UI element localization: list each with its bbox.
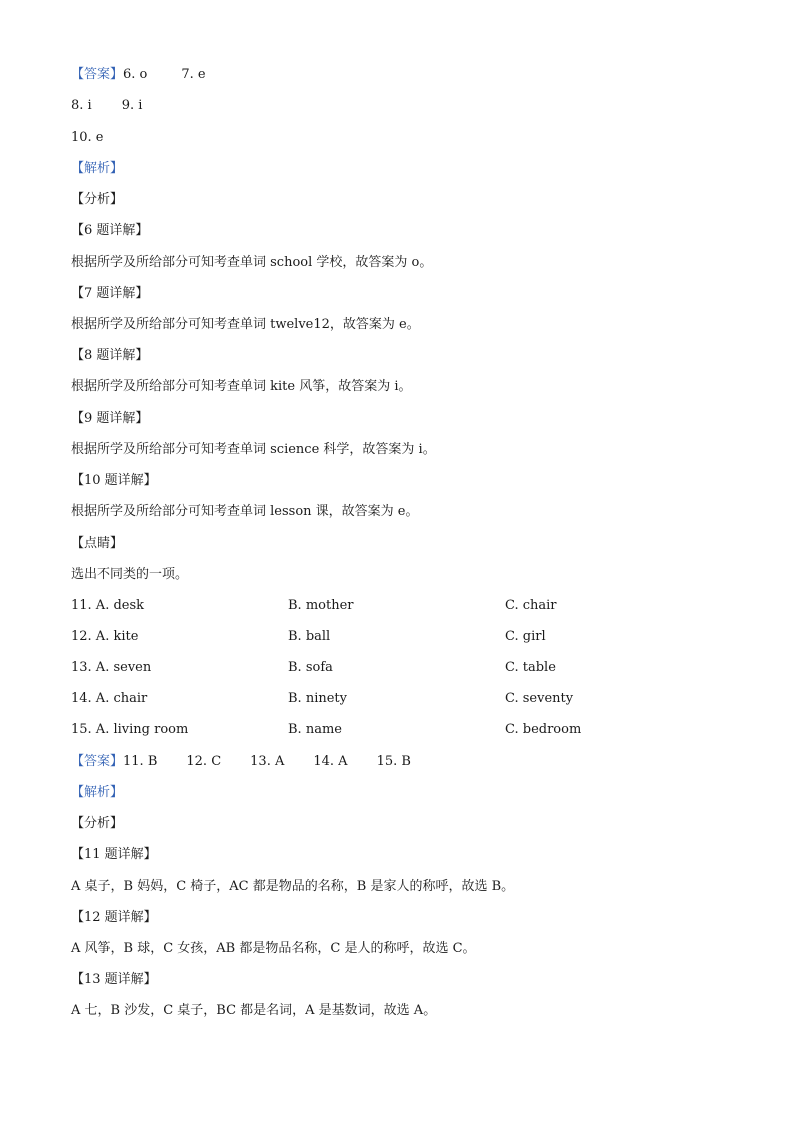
answer-row-3: [71, 128, 104, 148]
answer-row-block2: [71, 752, 411, 772]
answer-8: 8. i: [71, 98, 92, 113]
answer-7: 7. e: [181, 67, 206, 82]
answer-9: 9. i: [121, 98, 143, 113]
answer-12: 12. C: [186, 754, 222, 769]
detail-text-10: 根据所学及所给部分可知考查单词 lesson 课，故答案为 e。: [71, 504, 419, 519]
detail-text-6: 根据所学及所给部分可知考查单词 school 学校，故答案为 o。: [71, 255, 433, 270]
question-14: [71, 689, 721, 709]
detail-header-10: 【10 题详解】: [71, 473, 157, 488]
detail-header-7: 【7 题详解】: [71, 286, 149, 301]
question-14-c: C. seventy: [505, 691, 574, 706]
jiexi-heading-2: 【解析】: [71, 785, 124, 800]
question-11-a: 11. A. desk: [71, 598, 145, 613]
question-12-c: C. girl: [505, 629, 546, 644]
answer-14: 14. A: [313, 754, 348, 769]
detail-header-8: 【8 题详解】: [71, 348, 149, 363]
answer-10: 10. e: [71, 130, 104, 145]
question-12-a: 12. A. kite: [71, 629, 139, 644]
detail-text-8: 根据所学及所给部分可知考查单词 kite 风筝，故答案为 i。: [71, 379, 412, 394]
question-11-b: B. mother: [288, 598, 354, 613]
detail-header-9: 【9 题详解】: [71, 411, 149, 426]
answer-label-2: 【答案】: [71, 754, 124, 769]
detail-text-13: A 七，B 沙发，C 桌子，BC 都是名词，A 是基数词，故选 A。: [71, 1003, 437, 1018]
dianjing-heading: 【点睛】: [71, 536, 124, 551]
question-11: [71, 596, 721, 616]
answer-row-2: [71, 96, 142, 116]
answer-11: 11. B: [123, 754, 158, 769]
question-13-c: C. table: [505, 660, 556, 675]
detail-text-7: 根据所学及所给部分可知考查单词 twelve12，故答案为 e。: [71, 317, 420, 332]
detail-text-12: A 风筝，B 球，C 女孩，AB 都是物品名称，C 是人的称呼，故选 C。: [71, 941, 476, 956]
question-13-b: B. sofa: [288, 660, 333, 675]
jiexi-heading: 【解析】: [71, 161, 124, 176]
question-15-a: 15. A. living room: [71, 722, 189, 737]
question-14-b: B. ninety: [288, 691, 347, 706]
detail-header-12: 【12 题详解】: [71, 910, 157, 925]
answer-15: 15. B: [376, 754, 411, 769]
fenxi-heading: 【分析】: [71, 192, 124, 207]
question-15-b: B. name: [288, 722, 342, 737]
detail-header-13: 【13 题详解】: [71, 972, 157, 987]
question-15-c: C. bedroom: [505, 722, 582, 737]
detail-header-11: 【11 题详解】: [71, 847, 157, 862]
fenxi-heading-2: 【分析】: [71, 816, 124, 831]
instruction: 选出不同类的一项。: [71, 567, 189, 582]
answer-6: 6. o: [123, 67, 148, 82]
question-15: [71, 720, 721, 740]
detail-header-6: 【6 题详解】: [71, 223, 149, 238]
answer-row-1: [71, 65, 206, 85]
question-13: [71, 658, 721, 678]
answer-label: 【答案】: [71, 67, 124, 82]
question-12: [71, 627, 721, 647]
answer-13: 13. A: [250, 754, 285, 769]
question-14-a: 14. A. chair: [71, 691, 148, 706]
detail-text-9: 根据所学及所给部分可知考查单词 science 科学，故答案为 i。: [71, 442, 436, 457]
question-12-b: B. ball: [288, 629, 331, 644]
detail-text-11: A 桌子，B 妈妈，C 椅子，AC 都是物品的名称，B 是家人的称呼，故选 B。: [71, 879, 515, 894]
question-11-c: C. chair: [505, 598, 557, 613]
question-13-a: 13. A. seven: [71, 660, 152, 675]
